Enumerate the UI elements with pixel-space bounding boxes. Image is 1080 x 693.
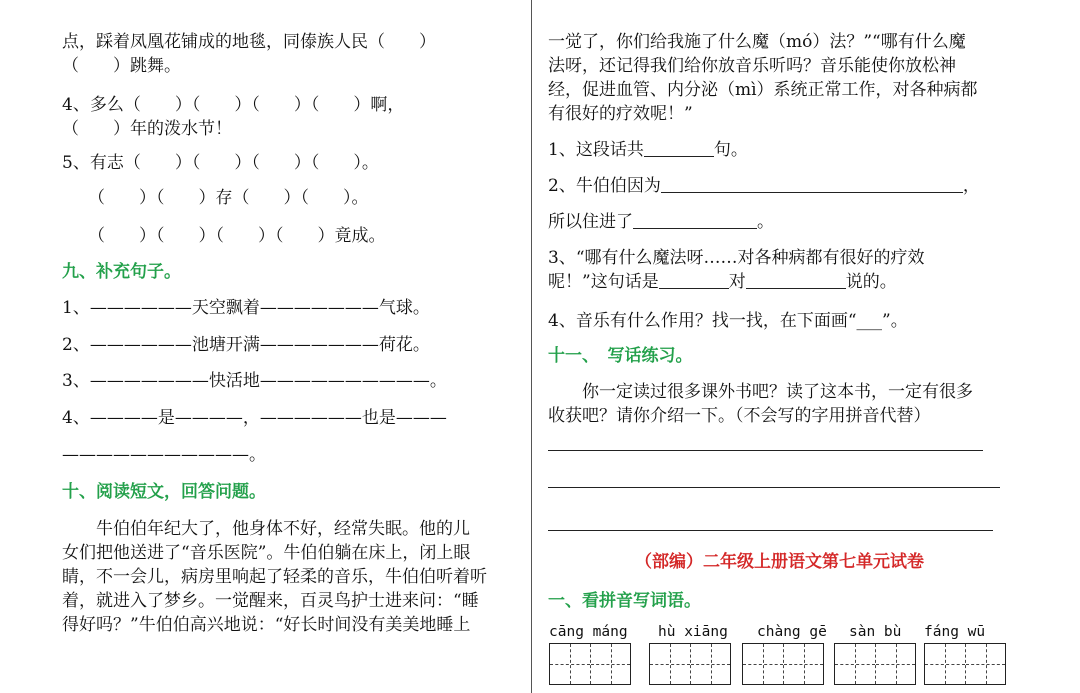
question-3: 3、“哪有什么魔法呀……对各种病都有很好的疗效 [548, 248, 925, 268]
grid-cell[interactable] [690, 644, 730, 684]
exam-title: （部编）二年级上册语文第七单元试卷 [635, 552, 924, 572]
writing-prompt-line: 收获吧？请你介绍一下。（不会写的字用拼音代替） [548, 406, 931, 426]
pinyin-label: sàn bù [849, 624, 902, 640]
writing-line[interactable] [548, 487, 1000, 488]
question-4: 4、音乐有什么作用？找一找，在下面画“___”。 [548, 311, 908, 331]
character-grid[interactable] [742, 643, 824, 685]
answer-blank[interactable] [633, 212, 757, 229]
character-grid[interactable] [924, 643, 1006, 685]
character-grid[interactable] [834, 643, 916, 685]
pinyin-label: cāng máng [549, 624, 628, 640]
text-line: 点，踩着凤凰花铺成的地毯，同傣族人民（ ） [62, 32, 436, 52]
grid-cell[interactable] [783, 644, 823, 684]
text-line: （ ）跳舞。 [62, 56, 181, 76]
passage-line: 女们把他送进了“音乐医院”。牛伯伯躺在床上，闭上眼 [62, 543, 471, 563]
section-11-title: 十一、 写话练习。 [548, 346, 693, 366]
text-line: 5、有志（ ）（ ）（ ）（ ）。 [62, 153, 379, 173]
passage-line: 经，促进血管、内分泌（mì）系统正常工作，对各种病都 [548, 80, 978, 100]
sentence-line: 1、——————天空飘着———————气球。 [62, 298, 430, 318]
grid-cell[interactable] [550, 644, 590, 684]
text-line: （ ）年的泼水节！ [62, 119, 232, 139]
answer-blank[interactable] [644, 140, 714, 157]
answer-blank[interactable] [659, 272, 729, 289]
section-10-title: 十、阅读短文，回答问题。 [62, 482, 266, 502]
text-line: 4、多么（ ）（ ）（ ）（ ）啊， [62, 95, 405, 115]
grid-cell[interactable] [650, 644, 690, 684]
pinyin-label: chàng gē [757, 624, 827, 640]
character-grid[interactable] [549, 643, 631, 685]
writing-prompt-line: 你一定读过很多课外书吧？读了这本书，一定有很多 [548, 382, 973, 402]
passage-line: 法呀，还记得我们给你放音乐听吗？音乐能使你放松神 [548, 56, 956, 76]
sentence-line: 2、——————池塘开满———————荷花。 [62, 335, 430, 355]
text-line: （ ）（ ）存（ ）（ ）。 [88, 188, 369, 208]
question-2-cont: 所以住进了 。 [548, 212, 774, 232]
grid-cell[interactable] [590, 644, 630, 684]
question-3-cont: 呢！”这句话是 对 说的。 [548, 272, 897, 292]
column-divider [531, 0, 532, 693]
grid-cell[interactable] [965, 644, 1005, 684]
grid-cell[interactable] [925, 644, 965, 684]
writing-line[interactable] [548, 450, 983, 451]
passage-line: 得好吗？”牛伯伯高兴地说：“好长时间没有美美地睡上 [62, 615, 471, 635]
sentence-line: 4、————是————，——————也是——— [62, 408, 447, 428]
sentence-line: 3、———————快活地——————————。 [62, 371, 447, 391]
pinyin-label: hù xiāng [658, 624, 728, 640]
passage-line: 着，就进入了梦乡。一觉醒来，百灵鸟护士进来问：“睡 [62, 591, 479, 611]
writing-line[interactable] [548, 530, 993, 531]
grid-cell[interactable] [835, 644, 875, 684]
grid-cell[interactable] [743, 644, 783, 684]
grid-cell[interactable] [875, 644, 915, 684]
character-grid[interactable] [649, 643, 731, 685]
passage-line: 牛伯伯年纪大了，他身体不好，经常失眠。他的儿 [62, 519, 470, 539]
section-1-title: 一、看拼音写词语。 [548, 591, 701, 611]
question-2: 2、牛伯伯因为 ， [548, 176, 980, 196]
sentence-line: ———————————。 [62, 445, 266, 465]
section-9-title: 九、补充句子。 [62, 262, 181, 282]
answer-blank[interactable] [746, 272, 846, 289]
question-1: 1、这段话共 句。 [548, 140, 748, 160]
pinyin-label: fáng wū [924, 624, 986, 640]
text-line: （ ）（ ）（ ）（ ）竟成。 [88, 226, 386, 246]
passage-line: 一觉了，你们给我施了什么魔（mó）法？”“哪有什么魔 [548, 32, 966, 52]
passage-line: 有很好的疗效呢！” [548, 104, 693, 124]
passage-line: 睛，不一会儿，病房里响起了轻柔的音乐，牛伯伯听着听 [62, 567, 487, 587]
answer-blank[interactable] [661, 176, 963, 193]
